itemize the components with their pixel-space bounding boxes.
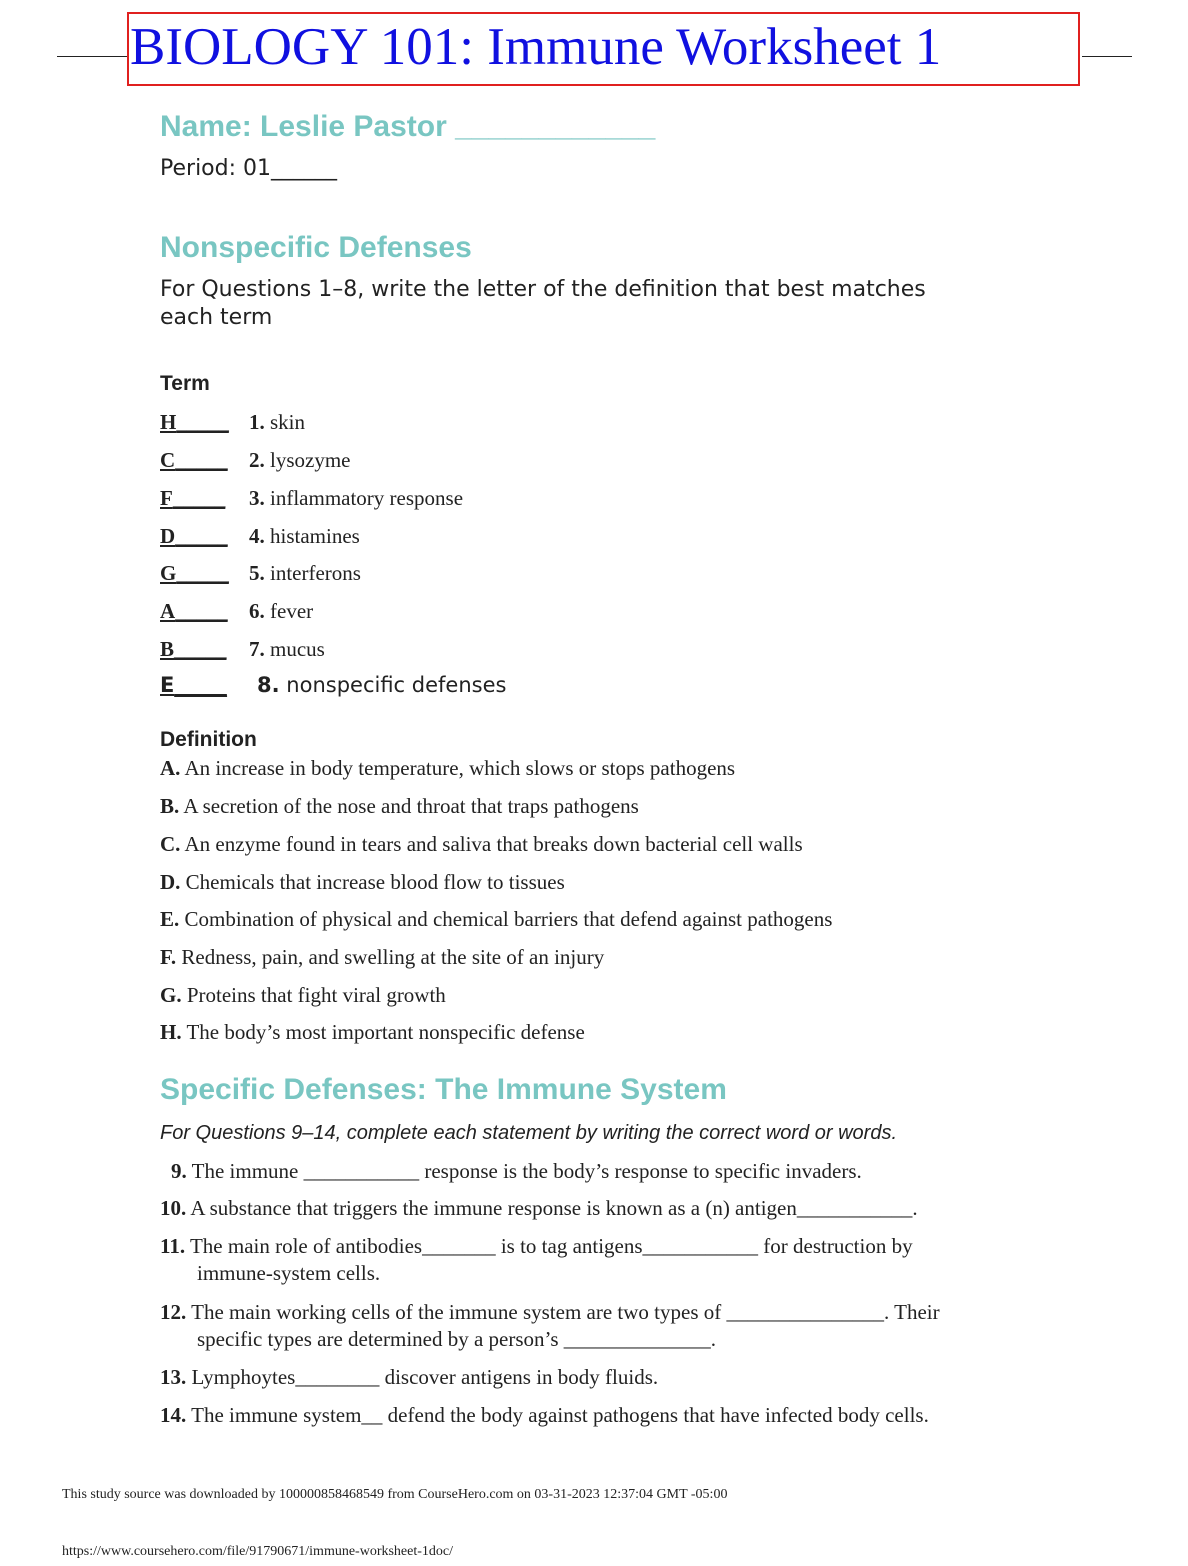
term-number: 3. xyxy=(249,486,265,510)
definition-letter: D. xyxy=(160,870,181,894)
answer-blank[interactable] xyxy=(160,599,232,624)
term-row xyxy=(160,486,463,511)
term-row xyxy=(160,524,360,549)
answer-blank[interactable] xyxy=(160,673,232,697)
answer-blank[interactable] xyxy=(160,561,232,586)
term-row xyxy=(160,448,350,473)
answer-underline: _____ xyxy=(176,410,229,434)
definition-text: An increase in body temperature, which slows or stops pathogens xyxy=(184,756,736,780)
source-url[interactable]: https://www.coursehero.com/file/91790671/immune-worksheet-1doc/ xyxy=(62,1544,454,1559)
definition-text: Redness, pain, and swelling at the site of an injury xyxy=(181,945,605,969)
question-text: Lymphoytes________ discover antigens in body fluids. xyxy=(191,1365,659,1389)
definition-row xyxy=(160,756,735,781)
answer-letter: C xyxy=(160,448,176,472)
answer-letter: E xyxy=(160,673,175,697)
term-number: 2. xyxy=(249,448,265,472)
definition-text: A secretion of the nose and throat that traps pathogens xyxy=(183,794,639,818)
specific-instructions: For Questions 9–14, complete each statement by writing the correct word or words. xyxy=(160,1122,898,1144)
answer-underline: _____ xyxy=(174,673,227,697)
question-row xyxy=(160,1196,918,1221)
term-row xyxy=(160,673,506,697)
question-text: A substance that triggers the immune response is known as a (n) antigen___________. xyxy=(190,1196,918,1220)
question-number: 10. xyxy=(160,1196,187,1220)
page-title: BIOLOGY 101: Immune Worksheet 1 xyxy=(130,18,942,76)
answer-blank[interactable] xyxy=(160,637,232,662)
period-line: Period: 01______ xyxy=(160,156,337,181)
answer-blank[interactable] xyxy=(160,486,232,511)
question-row xyxy=(171,1159,862,1184)
term-number: 6. xyxy=(249,599,265,623)
nonspecific-instructions-line1: For Questions 1–8, write the letter of the definition that best matches xyxy=(160,277,926,302)
definition-letter: C. xyxy=(160,832,181,856)
definition-text: The body’s most important nonspecific defense xyxy=(186,1020,585,1044)
question-number: 14. xyxy=(160,1403,187,1427)
question-text: The immune system__ defend the body against pathogens that have infected body cells. xyxy=(191,1403,929,1427)
name-line: Name: Leslie Pastor ____________ xyxy=(160,110,656,143)
term-text: lysozyme xyxy=(270,448,351,472)
answer-letter: H xyxy=(160,410,177,434)
term-text: interferons xyxy=(270,561,361,585)
section-heading-nonspecific: Nonspecific Defenses xyxy=(160,231,472,264)
answer-letter: D xyxy=(160,524,176,548)
definition-row xyxy=(160,1020,585,1045)
question-text: The immune ___________ response is the body’s response to specific invaders. xyxy=(191,1159,862,1183)
definition-letter: G. xyxy=(160,983,182,1007)
term-text: mucus xyxy=(270,637,325,661)
question-number: 12. xyxy=(160,1300,187,1324)
question-number: 13. xyxy=(160,1365,187,1389)
section-heading-specific: Specific Defenses: The Immune System xyxy=(160,1073,727,1106)
answer-letter: B xyxy=(160,637,175,661)
answer-blank[interactable] xyxy=(160,410,232,435)
term-text: inflammatory response xyxy=(270,486,464,510)
term-number: 7. xyxy=(249,637,265,661)
term-number: 8. xyxy=(257,673,280,697)
question-continuation: specific types are determined by a person’s ______________. xyxy=(197,1327,717,1351)
definition-row xyxy=(160,832,803,857)
nonspecific-instructions-line2: each term xyxy=(160,305,273,330)
answer-blank[interactable] xyxy=(160,448,232,473)
answer-underline: _____ xyxy=(174,637,227,661)
answer-underline: _____ xyxy=(175,524,228,548)
answer-letter: F xyxy=(160,486,173,510)
definition-letter: H. xyxy=(160,1020,182,1044)
term-number: 4. xyxy=(249,524,265,548)
definition-text: Chemicals that increase blood flow to tissues xyxy=(185,870,565,894)
definition-row xyxy=(160,870,565,895)
definition-text: Combination of physical and chemical barriers that defend against pathogens xyxy=(184,907,833,931)
question-row xyxy=(160,1403,929,1428)
term-row xyxy=(160,561,361,586)
term-text: nonspecific defenses xyxy=(286,673,507,697)
answer-blank[interactable] xyxy=(160,524,232,549)
term-row xyxy=(160,599,313,624)
download-note: This study source was downloaded by 100000858468549 from CourseHero.com on 03-31-2023 12:37:04 GMT -05:00 xyxy=(62,1487,728,1502)
question-row xyxy=(160,1300,940,1352)
question-row xyxy=(160,1365,658,1390)
question-continuation: immune-system cells. xyxy=(197,1261,381,1285)
term-row xyxy=(160,637,325,662)
definition-row xyxy=(160,983,446,1008)
definition-row xyxy=(160,794,639,819)
definition-letter: B. xyxy=(160,794,180,818)
term-number: 1. xyxy=(249,410,265,434)
answer-underline: _____ xyxy=(175,599,228,623)
question-number: 9. xyxy=(171,1159,187,1183)
definition-letter: A. xyxy=(160,756,181,780)
term-heading: Term xyxy=(160,372,210,395)
term-text: histamines xyxy=(270,524,360,548)
title-rule-left xyxy=(57,56,127,57)
term-row xyxy=(160,410,305,435)
question-text: The main role of antibodies_______ is to tag antigens___________ for destruction by xyxy=(189,1234,913,1258)
answer-underline: _____ xyxy=(172,486,226,510)
definition-letter: F. xyxy=(160,945,177,969)
definition-text: An enzyme found in tears and saliva that breaks down bacterial cell walls xyxy=(184,832,803,856)
definition-text: Proteins that fight viral growth xyxy=(186,983,446,1007)
definition-row xyxy=(160,907,832,932)
definition-row xyxy=(160,945,604,970)
answer-letter: G xyxy=(160,561,177,585)
title-rule-right xyxy=(1082,56,1132,57)
definition-letter: E. xyxy=(160,907,180,931)
answer-underline: _____ xyxy=(176,561,229,585)
answer-letter: A xyxy=(160,599,176,623)
definition-heading: Definition xyxy=(160,728,257,751)
term-text: skin xyxy=(270,410,306,434)
question-row xyxy=(160,1234,913,1286)
question-text: The main working cells of the immune system are two types of _______________. Their xyxy=(191,1300,940,1324)
term-number: 5. xyxy=(249,561,265,585)
question-number: 11. xyxy=(160,1234,186,1258)
term-text: fever xyxy=(270,599,314,623)
answer-underline: _____ xyxy=(175,448,228,472)
